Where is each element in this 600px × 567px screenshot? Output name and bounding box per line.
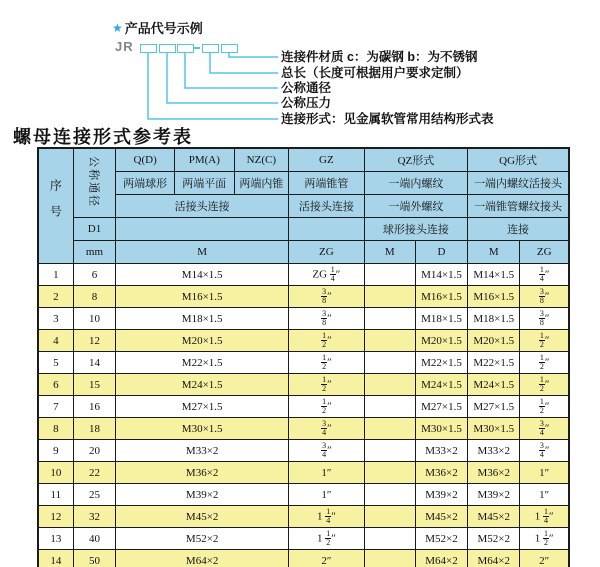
cell-dn: 8 (73, 286, 116, 308)
header-ends-qz: 一端内螺纹 (364, 172, 467, 195)
cell-qg-m: M36×2 (468, 462, 520, 484)
cell-qg-zg: $\frac{3}{4}$ ″ (520, 440, 569, 462)
table-row (38, 352, 569, 374)
header-group-gz: GZ (289, 148, 365, 172)
cell-qz-m (364, 286, 415, 308)
header-serial-label: 序号 (48, 178, 63, 231)
cell-gz: $\frac{1}{2}$ ″ (289, 330, 365, 352)
header-ends-pma: 两端平面 (174, 172, 234, 195)
table-body (38, 264, 569, 567)
table-row (38, 484, 569, 506)
cell-qg-m: M18×1.5 (468, 308, 520, 330)
cell-qg-m: M45×2 (468, 506, 520, 528)
product-code-diagram (0, 0, 600, 130)
header-ends-nzc: 两端内锥 (234, 172, 288, 195)
header-dn-label: 公称通径 (87, 155, 100, 208)
cell-m: M33×2 (116, 440, 289, 462)
table-header (38, 148, 569, 264)
cell-m: M27×1.5 (116, 396, 289, 418)
cell-qg-zg: $\frac{1}{2}$ ″ (520, 396, 569, 418)
code-prefix: JR (115, 39, 134, 54)
cell-qz-d: M64×2 (415, 550, 467, 567)
table-row (38, 506, 569, 528)
table-title: 螺母连接形式参考表 (13, 127, 193, 147)
cell-m: M22×1.5 (116, 352, 289, 374)
cell-serial: 1 (38, 264, 73, 286)
cell-qz-m (364, 506, 415, 528)
cell-qg-zg: 1″ (520, 484, 569, 506)
cell-qz-m (364, 374, 415, 396)
table-row (38, 286, 569, 308)
cell-serial: 11 (38, 484, 73, 506)
cell-serial: 8 (38, 418, 73, 440)
header-unit-qg-m: M (468, 241, 520, 264)
header-unit-qg-zg: ZG (520, 241, 569, 264)
cell-qz-d: M24×1.5 (415, 374, 467, 396)
cell-m: M30×1.5 (116, 418, 289, 440)
cell-qz-m (364, 264, 415, 286)
cell-gz: $\frac{3}{4}$ ″ (289, 440, 365, 462)
cell-m: M14×1.5 (116, 264, 289, 286)
cell-qg-zg: $\frac{1}{2}$ ″ (520, 352, 569, 374)
cell-qz-d: M45×2 (415, 506, 467, 528)
cell-qg-m: M24×1.5 (468, 374, 520, 396)
cell-dn: 20 (73, 440, 116, 462)
cell-qg-m: M39×2 (468, 484, 520, 506)
cell-gz: $\frac{3}{8}$ ″ (289, 286, 365, 308)
cell-gz: 1 $\frac{1}{4}$ ″ (289, 506, 365, 528)
header-dn (73, 148, 116, 218)
header-group-pma: PM(A) (174, 148, 234, 172)
table-row (38, 308, 569, 330)
header-join-qg: 连接 (468, 218, 569, 241)
header-ends-qg: 一端内螺纹活接头 (468, 172, 569, 195)
cell-qg-m: M64×2 (468, 550, 520, 567)
header-unit-gz-zg: ZG (289, 241, 365, 264)
table-row (38, 462, 569, 484)
cell-qz-m (364, 528, 415, 550)
cell-qg-zg: 2″ (520, 550, 569, 567)
header-group-qg: QG形式 (468, 148, 569, 172)
cell-qg-zg: $\frac{3}{8}$ ″ (520, 308, 569, 330)
header-union-join-gz: 活接头连接 (289, 195, 365, 218)
cell-qg-zg: $\frac{3}{4}$ ″ (520, 418, 569, 440)
code-label: 连接件材质 c：为碳钢 b：为不锈钢 (281, 50, 478, 64)
cell-qz-m (364, 484, 415, 506)
cell-qz-m (364, 462, 415, 484)
cell-qg-zg: $\frac{3}{8}$ ″ (520, 286, 569, 308)
cell-qz-d: M16×1.5 (415, 286, 467, 308)
cell-qg-m: M30×1.5 (468, 418, 520, 440)
cell-dn: 25 (73, 484, 116, 506)
cell-qz-m (364, 418, 415, 440)
header-ends-qd: 两端球形 (116, 172, 175, 195)
code-label: 连接形式：见金属软管常用结构形式表 (281, 112, 494, 126)
cell-qz-d: M14×1.5 (415, 264, 467, 286)
header-unit-qz-d: D (415, 241, 467, 264)
cell-dn: 40 (73, 528, 116, 550)
header-unit-qz-m: M (364, 241, 415, 264)
cell-qz-d: M20×1.5 (415, 330, 467, 352)
table-row (38, 396, 569, 418)
cell-qz-m (364, 308, 415, 330)
code-label: 公称通径 (281, 81, 332, 95)
cell-qz-d: M30×1.5 (415, 418, 467, 440)
cell-serial: 7 (38, 396, 73, 418)
cell-serial: 4 (38, 330, 73, 352)
cell-m: M16×1.5 (116, 286, 289, 308)
cell-qz-m (364, 440, 415, 462)
cell-dn: 10 (73, 308, 116, 330)
table-row (38, 264, 569, 286)
cell-gz: 1″ (289, 462, 365, 484)
cell-m: M20×1.5 (116, 330, 289, 352)
cell-qg-zg: 1 $\frac{1}{4}$ ″ (520, 506, 569, 528)
table-row (38, 374, 569, 396)
cell-qz-m (364, 352, 415, 374)
cell-qg-zg: 1 $\frac{1}{2}$ ″ (520, 528, 569, 550)
table-row (38, 528, 569, 550)
header-group-nzc: NZ(C) (234, 148, 288, 172)
header-unit-mm: mm (73, 241, 116, 264)
cell-serial: 13 (38, 528, 73, 550)
header-empty-cell (289, 218, 365, 241)
header-group-qd: Q(D) (116, 148, 175, 172)
cell-gz: $\frac{1}{2}$ ″ (289, 396, 365, 418)
cell-qz-d: M36×2 (415, 462, 467, 484)
cell-serial: 6 (38, 374, 73, 396)
cell-qg-m: M27×1.5 (468, 396, 520, 418)
header-ball-join-qz: 球形接头连接 (364, 218, 467, 241)
cell-qg-zg: $\frac{1}{2}$ ″ (520, 374, 569, 396)
cell-serial: 9 (38, 440, 73, 462)
cell-qz-m (364, 396, 415, 418)
cell-dn: 15 (73, 374, 116, 396)
table-row (38, 330, 569, 352)
cell-qz-d: M18×1.5 (415, 308, 467, 330)
cell-qg-m: M33×2 (468, 440, 520, 462)
cell-qz-d: M27×1.5 (415, 396, 467, 418)
cell-gz: 1 $\frac{1}{2}$ ″ (289, 528, 365, 550)
cell-qg-m: M14×1.5 (468, 264, 520, 286)
cell-qg-zg: $\frac{1}{2}$ ″ (520, 330, 569, 352)
cell-qz-m (364, 330, 415, 352)
cell-m: M64×2 (116, 550, 289, 567)
diagram-heading-text: 产品代号示例 (124, 21, 203, 36)
table-row (38, 550, 569, 567)
header-ends-gz: 两端锥管 (289, 172, 365, 195)
cell-gz: $\frac{3}{4}$ ″ (289, 418, 365, 440)
header-taper-thread-qg: 一端锥管螺纹接头 (468, 195, 569, 218)
cell-qg-m: M20×1.5 (468, 330, 520, 352)
cell-qz-m (364, 550, 415, 567)
cell-gz: $\frac{3}{8}$ ″ (289, 308, 365, 330)
cell-gz: 2″ (289, 550, 365, 567)
cell-gz: $\frac{1}{2}$ ″ (289, 352, 365, 374)
cell-dn: 6 (73, 264, 116, 286)
cell-qg-m: M22×1.5 (468, 352, 520, 374)
cell-dn: 16 (73, 396, 116, 418)
cell-m: M24×1.5 (116, 374, 289, 396)
header-d1: D1 (73, 218, 116, 241)
cell-qg-zg: $\frac{1}{4}$ ″ (520, 264, 569, 286)
header-ext-thread-qz: 一端外螺纹 (364, 195, 467, 218)
cell-gz: 1″ (289, 484, 365, 506)
header-serial (38, 148, 73, 264)
table-row (38, 418, 569, 440)
cell-m: M52×2 (116, 528, 289, 550)
code-label: 公称压力 (281, 96, 332, 110)
nut-connection-table (37, 147, 570, 567)
cell-qz-d: M39×2 (415, 484, 467, 506)
cell-qg-m: M52×2 (468, 528, 520, 550)
cell-serial: 14 (38, 550, 73, 567)
cell-m: M36×2 (116, 462, 289, 484)
cell-qz-d: M52×2 (415, 528, 467, 550)
star-icon: ★ (112, 20, 123, 35)
cell-dn: 22 (73, 462, 116, 484)
cell-m: M18×1.5 (116, 308, 289, 330)
cell-serial: 12 (38, 506, 73, 528)
cell-serial: 10 (38, 462, 73, 484)
cell-m: M45×2 (116, 506, 289, 528)
cell-serial: 2 (38, 286, 73, 308)
cell-serial: 3 (38, 308, 73, 330)
cell-serial: 5 (38, 352, 73, 374)
connector-lines (0, 0, 320, 130)
cell-qg-m: M16×1.5 (468, 286, 520, 308)
cell-gz: ZG $\frac{1}{4}$ ″ (289, 264, 365, 286)
header-unit-m-span: M (116, 241, 289, 264)
cell-dn: 32 (73, 506, 116, 528)
cell-gz: $\frac{1}{2}$ ″ (289, 374, 365, 396)
cell-dn: 14 (73, 352, 116, 374)
cell-dn: 18 (73, 418, 116, 440)
cell-qz-d: M22×1.5 (415, 352, 467, 374)
header-empty-cell (116, 218, 289, 241)
table-row (38, 440, 569, 462)
cell-qz-d: M33×2 (415, 440, 467, 462)
cell-dn: 50 (73, 550, 116, 567)
cell-m: M39×2 (116, 484, 289, 506)
header-union-join: 活接头连接 (116, 195, 289, 218)
code-label: 总长（长度可根据用户要求定制） (281, 66, 469, 80)
header-group-qz: QZ形式 (364, 148, 467, 172)
cell-dn: 12 (73, 330, 116, 352)
cell-qg-zg: 1″ (520, 462, 569, 484)
